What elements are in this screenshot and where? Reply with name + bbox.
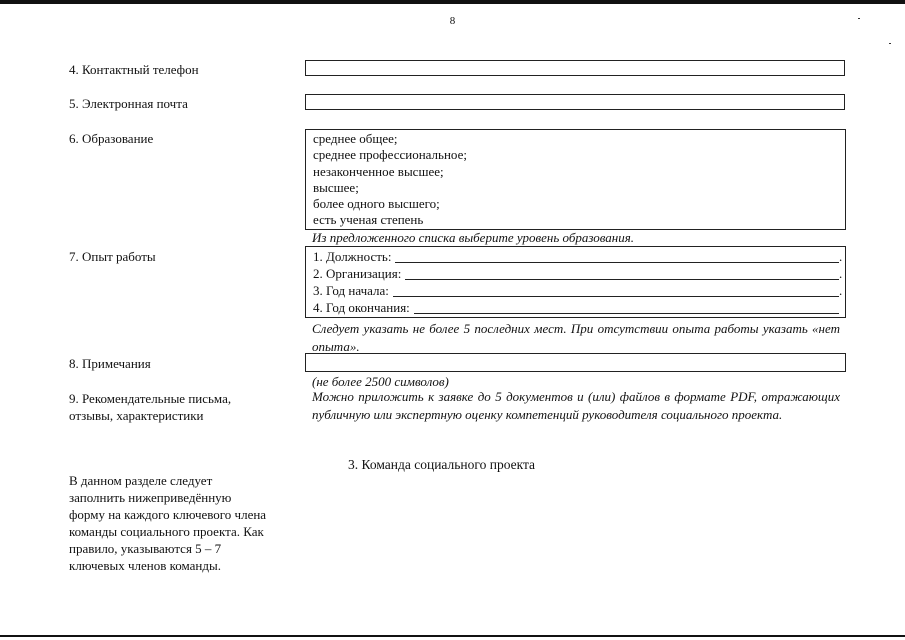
section-note-line: правило, указываются 5 – 7 bbox=[69, 541, 222, 556]
phone-label: 4. Контактный телефон bbox=[69, 62, 199, 77]
phone-field[interactable] bbox=[305, 60, 845, 76]
notes-label: 8. Примечания bbox=[69, 356, 151, 371]
experience-hint: Следует указать не более 5 последних мест. При отсутствии опыта работы указать «нет опыта». bbox=[312, 321, 840, 354]
experience-organization-row bbox=[313, 265, 845, 282]
education-options-list bbox=[305, 129, 846, 230]
references-label-line1: 9. Рекомендательные письма, bbox=[69, 391, 232, 406]
experience-end-year-label: 4. Год окончания: bbox=[313, 300, 410, 315]
email-field[interactable] bbox=[305, 94, 845, 110]
notes-hint: (не более 2500 символов) bbox=[312, 374, 449, 389]
experience-position-label: 1. Должность: bbox=[313, 249, 392, 264]
experience-position-row bbox=[313, 248, 845, 265]
experience-label: 7. Опыт работы bbox=[69, 249, 156, 264]
references-label-line2: отзывы, характеристики bbox=[69, 408, 204, 423]
education-option-incomplete-higher[interactable]: незаконченное высшее; bbox=[313, 163, 444, 179]
experience-position-input[interactable] bbox=[395, 250, 839, 263]
experience-fields bbox=[305, 246, 846, 318]
scan-speck bbox=[889, 43, 891, 44]
period-mark: . bbox=[839, 266, 843, 281]
references-hint: Можно приложить к заявке до 5 документов и (или) файлов в формате PDF, отражающих публичную или экспертную оценку компетенций руководителя социального проекта. bbox=[312, 389, 840, 422]
education-option-higher[interactable]: высшее; bbox=[313, 179, 359, 195]
section-title: 3. Команда социального проекта bbox=[348, 457, 536, 472]
experience-start-year-input[interactable] bbox=[393, 284, 839, 297]
period-mark: . bbox=[839, 249, 843, 264]
section-note-line: форму на каждого ключевого члена bbox=[69, 507, 267, 522]
section-note bbox=[69, 472, 309, 574]
section-note-line: В данном разделе следует bbox=[69, 473, 213, 488]
education-option-general-secondary[interactable]: среднее общее; bbox=[313, 131, 398, 146]
page-edge-bottom bbox=[0, 635, 905, 637]
email-label: 5. Электронная почта bbox=[69, 96, 188, 111]
experience-organization-input[interactable] bbox=[405, 267, 839, 280]
experience-end-year-input[interactable] bbox=[414, 301, 839, 314]
education-label: 6. Образование bbox=[69, 131, 154, 146]
page-number: 8 bbox=[449, 15, 456, 27]
section-note-line: заполнить нижеприведённую bbox=[69, 490, 232, 505]
experience-organization-label: 2. Организация: bbox=[313, 266, 402, 281]
notes-field[interactable] bbox=[305, 353, 846, 372]
experience-start-year-row bbox=[313, 282, 845, 299]
experience-end-year-row bbox=[313, 299, 845, 316]
education-hint: Из предложенного списка выберите уровень образования. bbox=[312, 230, 635, 245]
section-note-line: ключевых членов команды. bbox=[69, 558, 221, 573]
education-option-vocational[interactable]: среднее профессиональное; bbox=[313, 147, 467, 163]
scan-speck bbox=[858, 18, 860, 19]
period-mark: . bbox=[839, 283, 843, 298]
section-note-line: команды социального проекта. Как bbox=[69, 524, 264, 539]
experience-start-year-label: 3. Год начала: bbox=[313, 283, 389, 298]
education-option-academic-degree[interactable]: есть ученая степень bbox=[313, 212, 424, 228]
education-option-multiple-higher[interactable]: более одного высшего; bbox=[313, 196, 440, 212]
page-edge-top bbox=[0, 0, 905, 4]
